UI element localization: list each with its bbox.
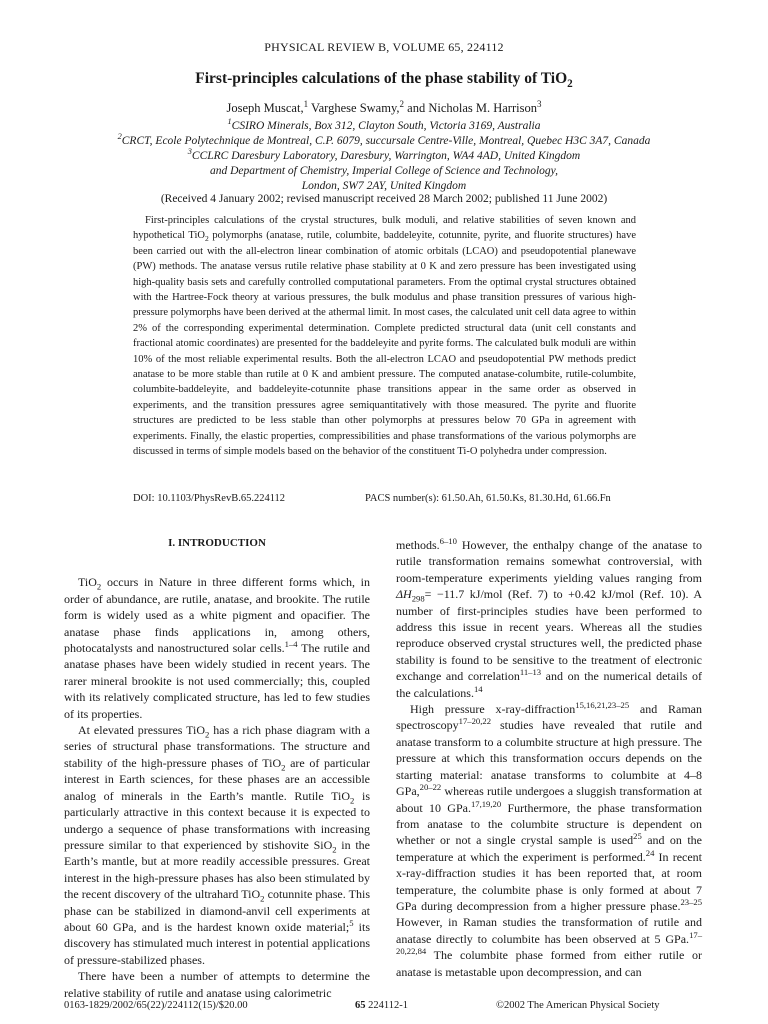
section-heading: I. INTRODUCTION	[168, 537, 266, 549]
paragraph: methods.$^{6-10}$ However, the enthalpy change of the anatase to rutile transformation remains somewhat controversial, with room-temperature experiments yielding values ranging from $\Delta H_{298}= -11.7$ kJ/mol (Ref. 7) to +0.42 kJ/mol (Ref. 10). A number of first-principles studies have been performed to address this issue in recent years. Whereas all the studies reproduce observed crystal structures well, the predicted phase stability is found to be sensitive to the treatment of electronic exchange and correlation$^{11-13}$ and on the numerical details of the calculations.$^{14}$	[396, 536, 702, 700]
paragraph: TiO$_2$ occurs in Nature in three different forms which, in order of abundance, are rutile, anatase, and brookite. The rutile form is widely used as a white pigment and opacifier. The anatase phase finds applications in, among others, photocatalysts and nanostructured solar cells.$^{1-4}$ The rutile and anatase phases have been widely studied in recent years. The rarer mineral brookite is not used commercially; this, coupled with its relatively complicated structure, has led to few studies of its properties.	[64, 575, 370, 721]
left-column	[64, 533, 370, 1001]
paragraph: At elevated pressures TiO$_2$ has a rich phase diagram with a series of structural phase transformations. The structure and stability of the high-pressure phases of TiO$_2$ are of particular interest in Earth sciences, for these phases are an accessible analog of minerals in the Earth’s mantle. Rutile TiO$_2$ is particularly attractive in this context because it is expected to undergo a sequence of phase transformations with increasing pressure similar to that experienced by stishovite SiO$_2$ in the Earth’s mantle, but at more readily accessible pressures. Great interest in the high-pressure phases has also been stimulated by the recent discovery of the ultrahard TiO$_2$ cotunnite phase. This phase can be stabilized in diamond-anvil cell experiments at about 60 GPa, and is the hardest known oxide material;$^5$ its discovery has stimulated much interest in potential applications of pressure-stabilized phases.	[64, 723, 371, 967]
affiliation-3-dept: and Department of Chemistry, Imperial College of Science and Technology,	[209, 165, 559, 177]
paragraph: There have been a number of attempts to determine the relative stability of rutile and anatase using calorimetric	[64, 969, 370, 1000]
affiliation-1: $^1$CSIRO Minerals, Box 312, Clayton South, Victoria 3169, Australia	[227, 117, 541, 132]
footer-copyright: ©2002 The American Physical Society	[496, 1000, 660, 1011]
doi: DOI: 10.1103/PhysRevB.65.224112	[133, 493, 286, 504]
author-3: and Nicholas M. Harrison	[404, 101, 537, 115]
footer-issn: 0163-1829/2002/65(22)/224112(15)/$20.00	[64, 1000, 248, 1011]
received-dates: (Received 4 January 2002; revised manuscript received 28 March 2002; published 11 June 2002)	[160, 193, 608, 205]
affiliation-2: $^2$CRCT, Ecole Polytechnique de Montreal, C.P. 6079, succursale Centre-Ville, Montreal, Quebec H3C 3A7, Canada	[117, 132, 651, 147]
author-list: Joseph Muscat,$^1$ Varghese Swamy,$^2$ and Nicholas M. Harrison$^3$	[226, 98, 542, 115]
right-column	[396, 537, 702, 980]
affiliation-3-city: London, SW7 2AY, United Kingdom	[301, 180, 467, 192]
abstract: First-principles calculations of the crystal structures, bulk moduli, and relative stabilities of seven known and hypothetical TiO$_2$ polymorphs (anatase, rutile, columbite, baddeleyite, cotunnite, pyrite, and fluorite structures) have been carried out with the all-electron linear combination of atomic orbitals (LCAO) and pseudopotential planewave (PW) methods. The anatase versus rutile relative phase stability at 0 K and zero pressure has been investigated using high-quality basis sets and carefully controlled computational parameters. From the optimal crystal structures obtained with the Hartree-Fock theory at various pressures, the bulk modulus and phase transition pressures of various high-pressure polymorphs have been derived at the athermal limit. In most cases, the calculated unit cell data agree to within 2% of the corresponding experimental determination. Complete predicted structural data (unit cell constants and fractional atomic coordinates) are presented for the baddeleyite and pyrite forms. The calculated bulk moduli are within 10% of the most reliable experimental results. Both the all-electron LCAO and pseudopotential PW methods predict anatase to be more stable than rutile at 0 K and ambient pressure. The computed anatase-columbite, rutile-columbite, columbite-baddeleyite, and baddeleyite-cotunnite phase transitions appear in the same order as observed in experiments, and the transition pressures agree semiquantitatively with those measured. The pyrite and fluorite structures are predicted to be less stable than other polymorphs at pressures below 70 GPa in agreement with experiments. Finally, the elastic properties, compressibilities and phase transformations of the various polymorphs are discussed in terms of simple models based on the behavior of the constituent Ti-O polyhedra under compression.	[133, 215, 636, 458]
paragraph: High pressure x-ray-diffraction$^{15,16,21,23-25}$ and Raman spectroscopy$^{17-20,22}$ studies have revealed that rutile and anatase transform to a columbite structure at high pressure. The pressure at which this transformation occurs depends on the starting material: anatase transforms to columbite at 4–8 GPa,$^{20-22}$ whereas rutile undergoes a sluggish transformation at about 10 GPa.$^{17,19,20}$ Furthermore, the phase transformation from anatase to the columbite structure is dependent on whether or not a single crystal sample is used$^{25}$ and on the temperature at which the experiment is performed.$^{24}$ In recent x-ray-diffraction studies it has been reported that, at room temperature, the columbite phase is only formed at about 7 GPa during decompression from a higher pressure phase.$^{23-25}$ However, in Raman studies the transformation of rutile and anatase directly to columbite has been observed at 5 GPa.$^{17-20,22,84}$ The columbite phase formed from either rutile or anatase is metastable upon decompression, and can	[396, 700, 702, 979]
affiliation-3: $^3$CCLRC Daresbury Laboratory, Daresbury, Warrington, WA4 4AD, United Kingdom	[187, 147, 581, 162]
journal-header: PHYSICAL REVIEW B, VOLUME 65, 224112	[264, 40, 504, 54]
author-2: Varghese Swamy,	[308, 101, 400, 115]
paper-title: First-principles calculations of the phase stability of TiO$_2$	[195, 70, 573, 91]
author-1: Joseph Muscat,	[226, 101, 304, 115]
footer-page-number: 65 224112-1	[355, 1000, 408, 1011]
pacs-numbers: PACS number(s): 61.50.Ah, 61.50.Ks, 81.30.Hd, 61.66.Fn	[365, 493, 611, 504]
